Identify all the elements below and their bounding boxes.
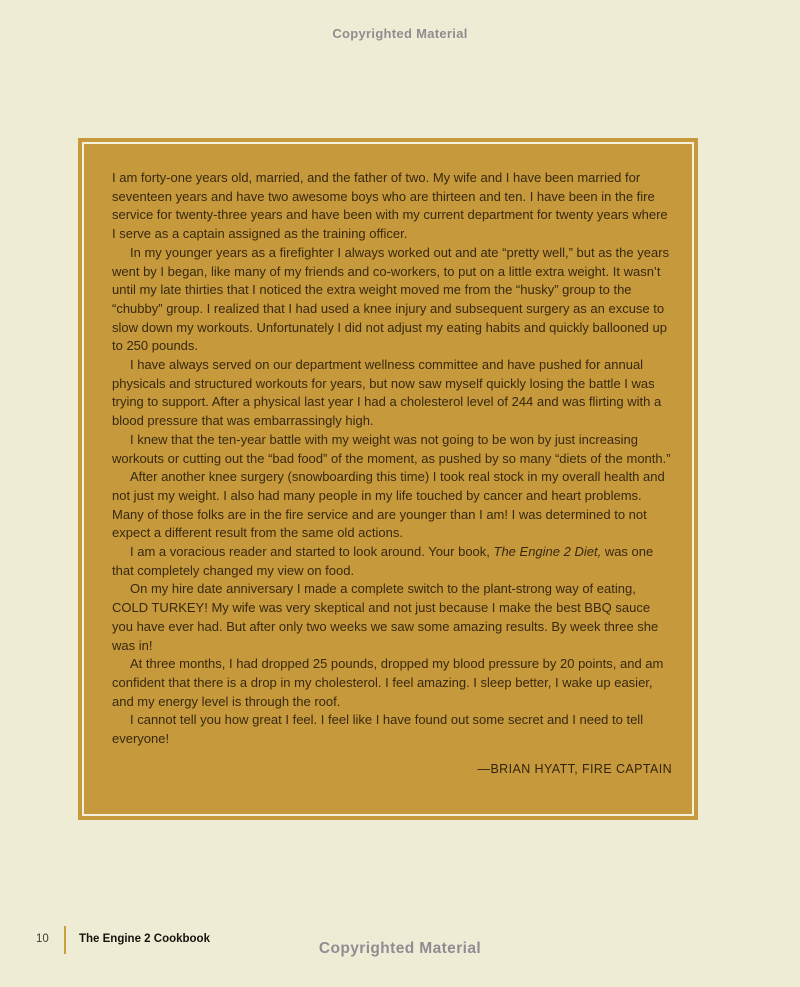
- testimonial-paragraph: [112, 543, 672, 580]
- testimonial-paragraph: [112, 655, 672, 711]
- copyright-notice-top: Copyrighted Material: [332, 26, 468, 41]
- paragraph-segment: I cannot tell you how great I feel. I feel like I have found out some secret and I need to tell everyone!: [112, 712, 644, 747]
- footer-book-title: The Engine 2 Cookbook: [79, 933, 210, 945]
- copyright-notice-bottom: Copyrighted Material: [318, 940, 482, 957]
- testimonial-signature: —BRIAN HYATT, FIRE CAPTAIN: [477, 761, 672, 776]
- paragraph-segment: I am a voracious reader and started to look around. Your book,: [130, 544, 494, 560]
- paragraph-segment: I have always served on our department wellness committee and have pushed for annual physicals and structured workouts for years, but now saw myself quickly losing the battle I was trying to support. After a physical last year I had a cholesterol level of 244 and was flirting with a blood pressure that was embarrassingly high.: [112, 357, 662, 429]
- paragraph-segment: At three months, I had dropped 25 pounds, dropped my blood pressure by 20 points, and am confident that there is a drop in my cholesterol. I feel amazing. I sleep better, I wake up easier, and my energy level is through the roof.: [112, 656, 664, 709]
- testimonial-paragraph: [112, 468, 672, 543]
- testimonial-paragraph: [112, 711, 672, 748]
- testimonial-paragraph: [112, 169, 672, 244]
- testimonial-paragraph: [112, 580, 672, 655]
- paragraph-segment: I am forty-one years old, married, and the father of two. My wife and I have been married for seventeen years and have two awesome boys who are thirteen and ten. I have been in the fire service for twenty-three years and have been with my current department for twenty years where I serve as a captain assigned as the training officer.: [112, 170, 668, 242]
- paragraph-segment: In my younger years as a firefighter I always worked out and ate “pretty well,” but as the years went by I began, like many of my friends and co-workers, to put on a little extra weight. It wasn’t until my late thirties that I noticed the extra weight moved me from the “husky” group to the “chubby” group. I realized that I had used a knee injury and subsequent surgery as an excuse to slow down my workouts. Unfortunately I did not adjust my eating habits and quickly ballooned up to 250 pounds.: [112, 244, 670, 354]
- testimonial-paragraph: [112, 356, 672, 431]
- testimonial-box: [78, 138, 698, 820]
- book-title-italic: The Engine 2 Diet,: [493, 544, 602, 560]
- testimonial-text: [112, 169, 672, 779]
- testimonial-paragraph: [112, 244, 672, 356]
- paragraph-segment: After another knee surgery (snowboarding this time) I took real stock in my overall health and not just my weight. I also had many people in my life touched by cancer and heart problems. Many of those folks are in the fire service and are younger than I am! I was determined to not expect a different result from the same old actions.: [112, 469, 665, 541]
- paragraph-segment: On my hire date anniversary I made a complete switch to the plant-strong way of eating, COLD TURKEY! My wife was very skeptical and not just because I make the best BBQ sauce you have ever had. But after only two weeks we saw some amazing results. By week three she was in!: [112, 581, 659, 653]
- testimonial-paragraph: [112, 431, 672, 468]
- paragraph-segment: was one that completely changed my view on food.: [112, 544, 654, 578]
- paragraph-segment: I knew that the ten-year battle with my weight was not going to be won by just increasing workouts or cutting out the “bad food” of the moment, as pushed by so many “diets of the month.”: [112, 431, 671, 466]
- testimonial-paragraphs: [112, 169, 672, 749]
- footer-page-number: 10: [36, 933, 49, 945]
